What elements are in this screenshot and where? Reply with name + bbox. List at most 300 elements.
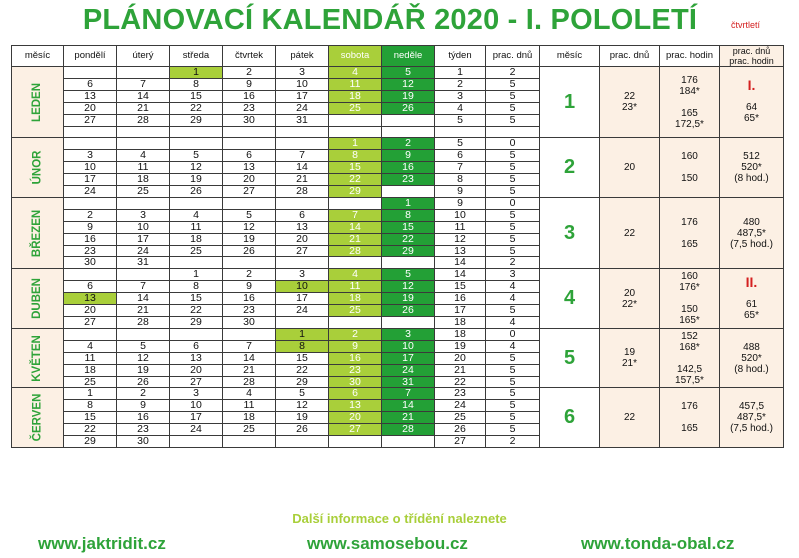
week-workdays: 5 [486, 78, 540, 90]
day-cell: 13 [223, 162, 276, 174]
day-cell [382, 436, 435, 448]
day-cell: 27 [329, 424, 382, 436]
day-cell: 16 [223, 90, 276, 102]
week-workdays: 5 [486, 162, 540, 174]
week-workdays: 0 [486, 328, 540, 340]
day-cell: 17 [117, 233, 170, 245]
day-cell: 12 [382, 281, 435, 293]
day-cell: 24 [117, 245, 170, 257]
week-number: 27 [435, 436, 486, 448]
header-quarter-totals [720, 46, 784, 67]
quarter-total-value: (8 hod.) [734, 173, 769, 185]
month-work-hours-value: 142,5 [676, 363, 703, 375]
month-number: 6 [540, 388, 600, 448]
day-cell: 21 [276, 174, 329, 186]
day-cell: 9 [382, 150, 435, 162]
day-cell: 12 [223, 221, 276, 233]
week-workdays: 2 [486, 67, 540, 79]
day-cell: 3 [276, 269, 329, 281]
quarter-total-value: 65* [743, 113, 759, 125]
day-cell: 22 [64, 424, 117, 436]
day-cell: 22 [329, 174, 382, 186]
website-link-tonda-obal[interactable]: www.tonda-obal.cz [581, 534, 735, 553]
day-cell [223, 257, 276, 269]
month-workdays-value: 20 [623, 162, 636, 174]
quarter-total-cell [720, 67, 784, 138]
month-work-hours [660, 269, 720, 329]
month-work-hours-value: 176 [681, 74, 698, 86]
month-work-hours-value: 165* [679, 315, 700, 327]
month-name-cell [12, 328, 64, 388]
header-q-line: prac. hodin [729, 56, 774, 66]
day-cell: 28 [223, 376, 276, 388]
day-cell [223, 138, 276, 150]
quarter-total-cell [720, 328, 784, 388]
day-cell: 7 [117, 78, 170, 90]
day-cell [117, 197, 170, 209]
day-cell [276, 197, 329, 209]
day-cell [170, 257, 223, 269]
week-number: 20 [435, 352, 486, 364]
day-cell: 28 [329, 245, 382, 257]
day-cell: 4 [170, 209, 223, 221]
day-cell: 14 [117, 293, 170, 305]
day-cell: 5 [276, 388, 329, 400]
day-cell: 27 [170, 376, 223, 388]
day-cell: 18 [64, 364, 117, 376]
day-cell: 22 [170, 102, 223, 114]
day-cell [329, 257, 382, 269]
day-cell: 16 [223, 293, 276, 305]
week-row [12, 388, 784, 400]
month-workdays [600, 138, 660, 198]
day-cell: 21 [382, 412, 435, 424]
week-number: 8 [435, 174, 486, 186]
week-number: 26 [435, 424, 486, 436]
month-workdays-value: 22 [623, 412, 636, 424]
day-cell: 26 [276, 424, 329, 436]
day-cell: 23 [382, 174, 435, 186]
week-number: 24 [435, 400, 486, 412]
day-cell: 5 [382, 269, 435, 281]
day-cell: 9 [223, 78, 276, 90]
day-cell [170, 328, 223, 340]
day-cell: 22 [382, 233, 435, 245]
week-workdays: 5 [486, 364, 540, 376]
month-work-hours-value: 152 [681, 330, 698, 342]
quarter-total-value: 65* [743, 309, 759, 321]
week-workdays: 4 [486, 340, 540, 352]
month-name-cell [12, 67, 64, 138]
header-month: měsíc [12, 46, 64, 67]
day-cell: 18 [329, 293, 382, 305]
month-work-hours [660, 328, 720, 388]
day-cell: 21 [117, 102, 170, 114]
day-cell: 20 [170, 364, 223, 376]
day-cell [64, 67, 117, 79]
day-cell: 3 [117, 209, 170, 221]
day-cell [276, 317, 329, 329]
week-number: 17 [435, 305, 486, 317]
day-cell: 7 [276, 150, 329, 162]
header-q-line: prac. dnů [732, 46, 771, 56]
week-workdays: 2 [486, 436, 540, 448]
day-cell [117, 138, 170, 150]
day-cell: 13 [64, 293, 117, 305]
day-cell: 9 [329, 340, 382, 352]
month-workdays [600, 67, 660, 138]
day-cell: 2 [64, 209, 117, 221]
week-number: 9 [435, 197, 486, 209]
week-workdays: 5 [486, 388, 540, 400]
quarter-total-value: (7,5 hod.) [730, 423, 773, 435]
month-name-cell [12, 197, 64, 268]
month-name: ÚNOR [31, 150, 44, 185]
week-number: 14 [435, 257, 486, 269]
quarter-total-value: (7,5 hod.) [730, 238, 773, 250]
month-name-cell [12, 269, 64, 329]
day-cell [223, 197, 276, 209]
day-cell: 31 [276, 114, 329, 126]
header-day: pondělí [64, 46, 117, 67]
quarter-total-value: 64 [745, 102, 758, 114]
week-row [12, 138, 784, 150]
day-cell: 13 [170, 352, 223, 364]
week-number: 14 [435, 269, 486, 281]
day-cell: 8 [64, 400, 117, 412]
day-cell: 14 [329, 221, 382, 233]
day-cell: 26 [223, 245, 276, 257]
day-cell: 9 [64, 221, 117, 233]
week-workdays: 2 [486, 257, 540, 269]
day-cell: 24 [276, 102, 329, 114]
month-number: 3 [540, 197, 600, 268]
day-cell [276, 436, 329, 448]
day-cell: 30 [64, 257, 117, 269]
day-cell: 19 [382, 293, 435, 305]
week-workdays: 5 [486, 376, 540, 388]
day-cell: 14 [117, 90, 170, 102]
week-workdays: 5 [486, 209, 540, 221]
month-work-hours-value: 165 [681, 423, 698, 435]
week-workdays: 5 [486, 221, 540, 233]
header-workdays-2: prac. dnů [600, 46, 660, 67]
day-cell: 30 [223, 317, 276, 329]
week-number: 23 [435, 388, 486, 400]
day-cell: 29 [329, 186, 382, 198]
day-cell: 16 [64, 233, 117, 245]
month-work-hours-value: 176 [681, 216, 698, 228]
month-workdays-value: 19 [623, 347, 636, 359]
month-work-hours-value: 165 [681, 238, 698, 250]
day-cell: 19 [223, 233, 276, 245]
week-number: 6 [435, 150, 486, 162]
day-cell: 6 [276, 209, 329, 221]
day-cell: 19 [382, 90, 435, 102]
month-name: BŘEZEN [31, 209, 44, 257]
week-number: 4 [435, 102, 486, 114]
day-cell: 13 [329, 400, 382, 412]
day-cell [170, 138, 223, 150]
day-cell: 5 [382, 67, 435, 79]
day-cell: 25 [329, 305, 382, 317]
week-number [435, 126, 486, 138]
day-cell: 21 [117, 305, 170, 317]
week-workdays: 4 [486, 317, 540, 329]
day-cell: 4 [64, 340, 117, 352]
day-cell: 8 [329, 150, 382, 162]
day-cell: 21 [329, 233, 382, 245]
day-cell: 23 [117, 424, 170, 436]
week-number: 12 [435, 233, 486, 245]
week-workdays: 4 [486, 293, 540, 305]
day-cell: 18 [170, 233, 223, 245]
day-cell: 9 [117, 400, 170, 412]
day-cell: 1 [276, 328, 329, 340]
day-cell: 14 [223, 352, 276, 364]
week-number: 25 [435, 412, 486, 424]
day-cell: 11 [117, 162, 170, 174]
month-work-hours-value [660, 228, 719, 239]
month-work-hours-value: 172,5* [675, 118, 704, 130]
week-workdays: 5 [486, 305, 540, 317]
week-number: 5 [435, 138, 486, 150]
quarter-total-value [720, 91, 783, 102]
day-cell: 1 [382, 197, 435, 209]
month-work-hours-value: 160 [681, 151, 698, 163]
week-row [12, 328, 784, 340]
day-cell: 25 [170, 245, 223, 257]
day-cell: 11 [223, 400, 276, 412]
day-cell: 26 [382, 305, 435, 317]
quarter-total-value: I. [747, 77, 756, 94]
day-cell: 11 [329, 281, 382, 293]
footer-note: Další informace o třídění naleznete [292, 511, 507, 526]
day-cell [223, 328, 276, 340]
day-cell: 22 [170, 305, 223, 317]
day-cell: 17 [276, 293, 329, 305]
quarter-total-value: 480 [743, 216, 760, 228]
day-cell [64, 126, 117, 138]
week-workdays: 5 [486, 90, 540, 102]
month-work-hours-value [660, 162, 719, 173]
day-cell: 5 [170, 150, 223, 162]
week-number: 3 [435, 90, 486, 102]
day-cell: 26 [382, 102, 435, 114]
day-cell [117, 67, 170, 79]
month-workdays-value: 23* [621, 102, 637, 114]
month-work-hours-value: 150 [681, 173, 698, 185]
month-work-hours-value: 168* [679, 341, 700, 353]
day-cell: 16 [329, 352, 382, 364]
day-cell: 29 [276, 376, 329, 388]
day-cell: 3 [276, 67, 329, 79]
day-cell: 7 [329, 209, 382, 221]
header-week: týden [435, 46, 486, 67]
month-work-hours-value [660, 293, 719, 304]
week-workdays: 0 [486, 197, 540, 209]
week-workdays: 5 [486, 424, 540, 436]
month-workdays [600, 388, 660, 448]
day-cell: 2 [382, 138, 435, 150]
day-cell: 18 [223, 412, 276, 424]
day-cell: 16 [382, 162, 435, 174]
day-cell [276, 126, 329, 138]
day-cell: 31 [382, 376, 435, 388]
day-cell: 28 [382, 424, 435, 436]
week-workdays: 4 [486, 281, 540, 293]
day-cell: 28 [276, 186, 329, 198]
day-cell: 19 [170, 174, 223, 186]
month-work-hours-value [660, 353, 719, 364]
day-cell: 23 [223, 305, 276, 317]
day-cell: 8 [382, 209, 435, 221]
header-day: středa [170, 46, 223, 67]
day-cell: 10 [117, 221, 170, 233]
header-day: čtvrtek [223, 46, 276, 67]
header-day: sobota [329, 46, 382, 67]
quarter-total-value: 520* [741, 162, 762, 174]
day-cell [223, 126, 276, 138]
quarter-total-value: 457,5 [738, 401, 765, 413]
week-number: 10 [435, 209, 486, 221]
day-cell: 20 [276, 233, 329, 245]
week-number: 22 [435, 376, 486, 388]
day-cell: 13 [276, 221, 329, 233]
quarter-total-value: 512 [743, 151, 760, 163]
day-cell: 29 [170, 114, 223, 126]
month-workdays [600, 197, 660, 268]
week-workdays: 5 [486, 174, 540, 186]
day-cell: 15 [170, 293, 223, 305]
month-workdays-value: 20 [623, 287, 636, 299]
day-cell: 20 [329, 412, 382, 424]
month-work-hours-value: 165 [681, 107, 698, 119]
day-cell: 29 [64, 436, 117, 448]
week-number: 11 [435, 221, 486, 233]
quarter-header-label: čtvrtletí [731, 20, 761, 30]
day-cell [329, 126, 382, 138]
month-work-hours [660, 388, 720, 448]
day-cell [64, 328, 117, 340]
week-number: 15 [435, 281, 486, 293]
week-workdays: 5 [486, 412, 540, 424]
day-cell: 17 [382, 352, 435, 364]
day-cell: 25 [64, 376, 117, 388]
month-work-hours-value: 150 [681, 304, 698, 316]
day-cell: 17 [170, 412, 223, 424]
week-number: 9 [435, 186, 486, 198]
day-cell [223, 436, 276, 448]
day-cell [276, 138, 329, 150]
day-cell: 18 [329, 90, 382, 102]
day-cell [382, 114, 435, 126]
day-cell: 1 [170, 269, 223, 281]
day-cell: 17 [276, 90, 329, 102]
day-cell: 7 [382, 388, 435, 400]
header-month-2: měsíc [540, 46, 600, 67]
day-cell: 7 [117, 281, 170, 293]
day-cell: 28 [117, 317, 170, 329]
month-name-cell [12, 138, 64, 198]
day-cell: 29 [170, 317, 223, 329]
day-cell [276, 257, 329, 269]
day-cell: 5 [117, 340, 170, 352]
month-workdays-value: 22 [623, 227, 636, 239]
day-cell [170, 126, 223, 138]
day-cell: 8 [170, 78, 223, 90]
day-cell: 10 [64, 162, 117, 174]
quarter-total-value: II. [745, 273, 758, 290]
day-cell: 1 [64, 388, 117, 400]
week-number: 19 [435, 340, 486, 352]
day-cell [64, 138, 117, 150]
day-cell: 10 [170, 400, 223, 412]
day-cell: 27 [64, 114, 117, 126]
day-cell: 24 [276, 305, 329, 317]
day-cell: 20 [64, 102, 117, 114]
day-cell: 7 [223, 340, 276, 352]
quarter-total-cell [720, 269, 784, 329]
day-cell: 15 [276, 352, 329, 364]
day-cell: 30 [329, 376, 382, 388]
day-cell: 13 [64, 90, 117, 102]
week-workdays: 5 [486, 352, 540, 364]
week-workdays: 0 [486, 138, 540, 150]
website-link-samosebou[interactable]: www.samosebou.cz [307, 534, 468, 553]
day-cell: 21 [223, 364, 276, 376]
day-cell: 23 [329, 364, 382, 376]
week-number: 18 [435, 317, 486, 329]
day-cell: 3 [382, 328, 435, 340]
month-workdays [600, 269, 660, 329]
month-number: 4 [540, 269, 600, 329]
day-cell: 27 [64, 317, 117, 329]
day-cell: 3 [170, 388, 223, 400]
quarter-total-value: 520* [741, 352, 762, 364]
day-cell [170, 197, 223, 209]
website-link-jaktridit[interactable]: www.jaktridit.cz [38, 534, 166, 553]
week-row [12, 197, 784, 209]
day-cell: 18 [117, 174, 170, 186]
day-cell [329, 114, 382, 126]
day-cell: 24 [382, 364, 435, 376]
month-number: 1 [540, 67, 600, 138]
week-row [12, 269, 784, 281]
week-workdays: 5 [486, 400, 540, 412]
day-cell: 1 [170, 67, 223, 79]
day-cell: 6 [64, 281, 117, 293]
month-work-hours-value: 184* [679, 85, 700, 97]
day-cell: 12 [382, 78, 435, 90]
month-number: 5 [540, 328, 600, 388]
day-cell [329, 436, 382, 448]
day-cell: 15 [382, 221, 435, 233]
day-cell: 11 [329, 78, 382, 90]
day-cell: 2 [223, 269, 276, 281]
day-cell: 20 [223, 174, 276, 186]
month-work-hours [660, 197, 720, 268]
day-cell [382, 186, 435, 198]
month-work-hours-value [660, 97, 719, 108]
month-workdays-value: 22 [623, 91, 636, 103]
day-cell: 12 [170, 162, 223, 174]
week-workdays: 3 [486, 269, 540, 281]
page-title: PLÁNOVACÍ KALENDÁŘ 2020 - I. POLOLETÍ [82, 4, 698, 36]
week-number: 1 [435, 67, 486, 79]
week-number: 5 [435, 114, 486, 126]
week-workdays: 5 [486, 245, 540, 257]
